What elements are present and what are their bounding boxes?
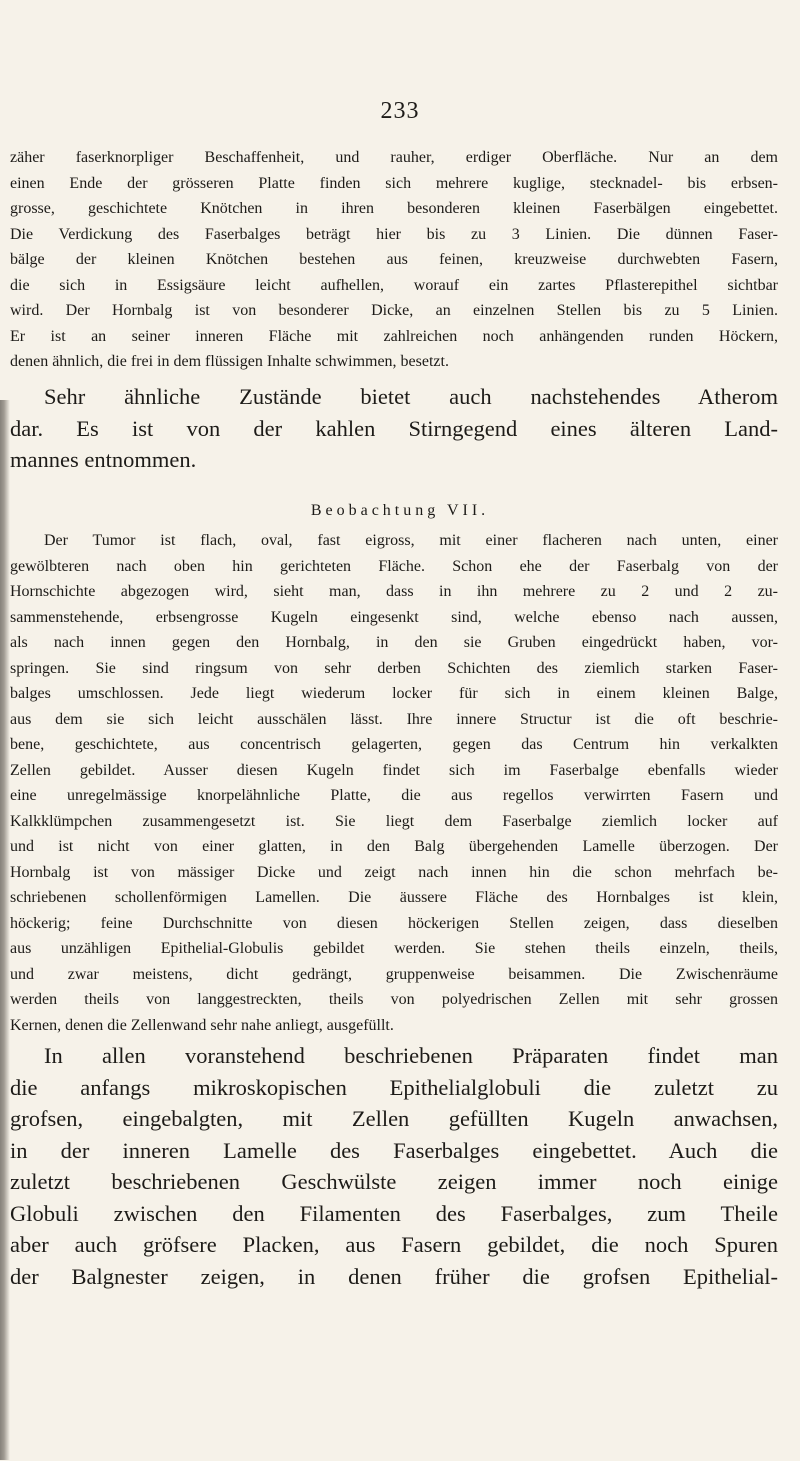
text-line: gewölbteren nach oben hin gerichteten Fläche. Schon ehe der Faserbalg von der bbox=[10, 557, 778, 575]
text-line: eine unregelmässige knorpelähnliche Platte, die aus regellos verwirrten Fasern und bbox=[10, 787, 778, 804]
text-line: grofsen, eingebalgten, mit Zellen gefüllten Kugeln anwachsen, bbox=[10, 1106, 778, 1131]
text-line: Kalkklümpchen zusammengesetzt ist. Sie liegt dem Faserbalge ziemlich locker auf bbox=[10, 812, 778, 830]
text-line: Die Verdickung des Faserbalges beträgt hier bis zu 3 Linien. Die dünnen Faser- bbox=[10, 225, 778, 243]
text-line: aus unzähligen Epithelial-Globulis gebildet werden. Sie stehen theils einzeln, theils, bbox=[10, 940, 778, 957]
text-line: denen ähnlich, die frei in dem flüssigen Inhalte schwimmen, besetzt. bbox=[10, 353, 449, 370]
text-line: springen. Sie sind ringsum von sehr derben Schichten des ziemlich starken Faser- bbox=[10, 659, 778, 677]
text-line: bene, geschichtete, aus concentrisch gelagerten, gegen das Centrum hin verkalkten bbox=[10, 736, 778, 753]
text-line: und ist nicht von einer glatten, in den Balg übergehenden Lamelle überzogen. Der bbox=[10, 838, 778, 855]
text-line: In allen voranstehend beschriebenen Präparaten findet man bbox=[44, 1043, 778, 1068]
text-line: bälge der kleinen Knötchen bestehen aus feinen, kreuzweise durchwebten Fasern, bbox=[10, 251, 778, 268]
text-line: höckerig; feine Durchschnitte von diesen höckerigen Stellen zeigen, dass dieselben bbox=[10, 914, 778, 932]
text-line: sammenstehende, erbsengrosse Kugeln eingesenkt sind, welche ebenso nach aussen, bbox=[10, 608, 778, 626]
text-line: Sehr ähnliche Zustände bietet auch nachstehendes Atherom bbox=[44, 384, 778, 409]
text-line: die anfangs mikroskopischen Epithelialglobuli die zuletzt zu bbox=[10, 1074, 778, 1100]
text-line: Kernen, denen die Zellenwand sehr nahe anliegt, ausgefüllt. bbox=[10, 1016, 394, 1034]
text-line: dar. Es ist von der kahlen Stirngegend eines älteren Land- bbox=[10, 415, 778, 441]
paragraph-2 bbox=[10, 381, 778, 476]
text-line: Hornbalg ist von mässiger Dicke und zeigt nach innen hin die schon mehrfach be- bbox=[10, 863, 778, 881]
text-line: wird. Der Hornbalg ist von besonderer Dicke, an einzelnen Stellen bis zu 5 Linien. bbox=[10, 302, 778, 319]
text-line: Er ist an seiner inneren Fläche mit zahlreichen noch anhängenden runden Höckern, bbox=[10, 327, 778, 345]
text-line: Der Tumor ist flach, oval, fast eigross, mit einer flacheren nach unten, einer bbox=[44, 532, 778, 549]
section-heading: Beobachtung VII. bbox=[310, 502, 490, 519]
text-line: zäher faserknorpliger Beschaffenheit, und rauher, erdiger Oberfläche. Nur an dem bbox=[10, 149, 778, 166]
text-line: aus dem sie sich leicht ausschälen lässt. Ihre innere Structur ist die oft beschrie- bbox=[10, 710, 778, 728]
text-line: werden theils von langgestreckten, theils von polyedrischen Zellen mit sehr grossen bbox=[10, 991, 778, 1008]
text-line: balges umschlossen. Jede liegt wiederum locker für sich in einem kleinen Balge, bbox=[10, 685, 778, 702]
text-line: Zellen gebildet. Ausser diesen Kugeln findet sich im Faserbalge ebenfalls wieder bbox=[10, 761, 778, 779]
text-line: zuletzt beschriebenen Geschwülste zeigen immer noch einige bbox=[10, 1169, 778, 1194]
text-line: aber auch gröfsere Placken, aus Fasern gebildet, die noch Spuren bbox=[10, 1232, 778, 1257]
text-line: mannes entnommen. bbox=[10, 447, 197, 472]
text-line: Hornschichte abgezogen wird, sieht man, dass in ihn mehrere zu 2 und 2 zu- bbox=[10, 583, 778, 600]
binding-shadow bbox=[0, 400, 10, 1460]
page-number: 233 bbox=[380, 98, 420, 124]
text-line: Globuli zwischen den Filamenten des Faserbalges, zum Theile bbox=[10, 1200, 778, 1226]
paragraph-3 bbox=[10, 528, 778, 1038]
text-line: die sich in Essigsäure leicht aufhellen, worauf ein zartes Pflasterepithel sichtbar bbox=[10, 276, 778, 294]
paragraph-4 bbox=[10, 1040, 778, 1292]
text-line: der Balgnester zeigen, in denen früher die grofsen Epithelial- bbox=[10, 1263, 778, 1289]
text-line: schriebenen schollenförmigen Lamellen. Die äussere Fläche des Hornbalges ist klein, bbox=[10, 889, 778, 906]
text-line: einen Ende der grösseren Platte finden sich mehrere kuglige, stecknadel- bis erbsen- bbox=[10, 174, 778, 192]
text-line: und zwar meistens, dicht gedrängt, gruppenweise beisammen. Die Zwischenräume bbox=[10, 965, 778, 983]
text-line: in der inneren Lamelle des Faserbalges eingebettet. Auch die bbox=[10, 1137, 778, 1163]
paragraph-1 bbox=[10, 145, 778, 375]
text-line: als nach innen gegen den Hornbalg, in den sie Gruben eingedrückt haben, vor- bbox=[10, 634, 778, 651]
text-line: grosse, geschichtete Knötchen in ihren besonderen kleinen Faserbälgen eingebettet. bbox=[10, 200, 778, 217]
